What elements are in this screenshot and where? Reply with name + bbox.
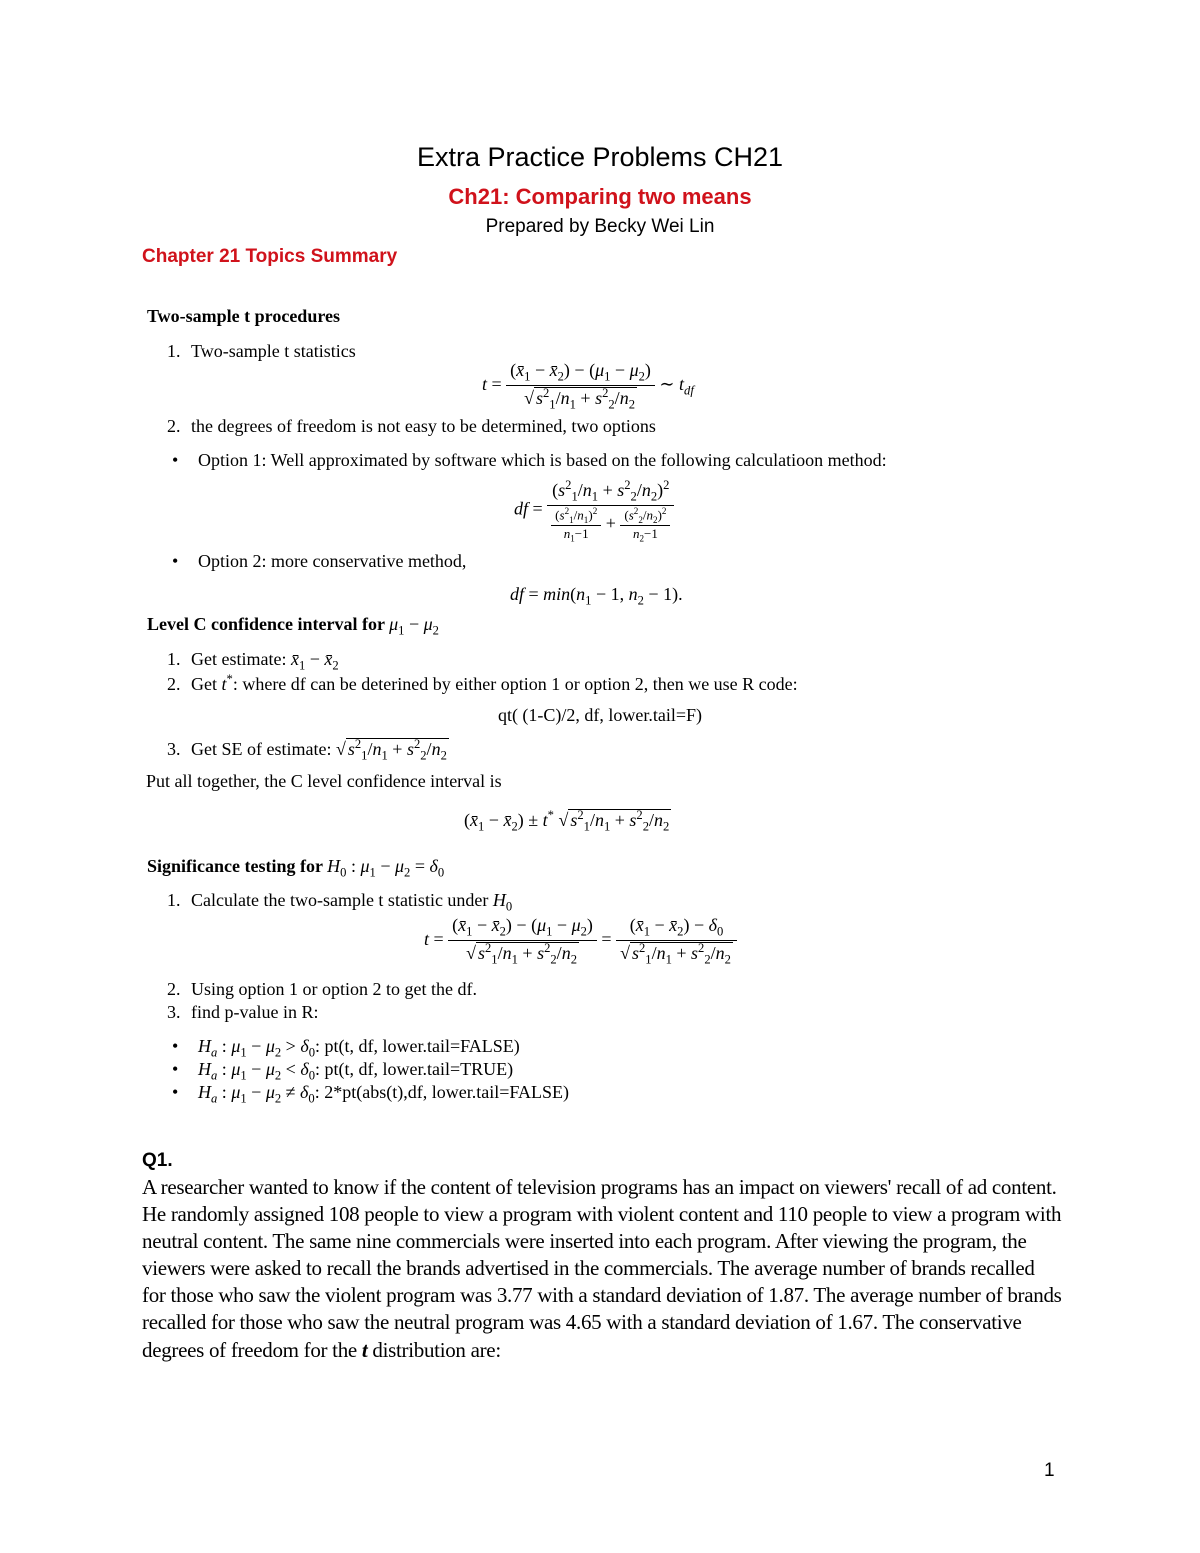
document-title: Extra Practice Problems CH21 xyxy=(416,142,784,172)
confidence-interval-heading: Level C confidence interval for $\mu_1 - \mu_2$ xyxy=(147,614,439,638)
page-number: 1 xyxy=(1044,1460,1055,1481)
significance-item-1: 1. Calculate the two-sample t statistic under $H_0$ xyxy=(167,890,513,914)
significance-heading: Significance testing for $H_0$ : $\mu_1 - \mu_2 = \delta_0$ xyxy=(147,856,445,880)
t-statistic-formula: t = $\frac{(x̄_1 - x̄_2) - (\mu_1 - \mu_2)}{√ s^2_1/n_1 + s^2_2/n_2}$ ∼ $t_{df}$ xyxy=(482,360,694,412)
significance-item-3: 3. find p-value in R: xyxy=(167,1002,319,1022)
two-sample-item-1: 1. Two-sample t statistics xyxy=(167,341,356,361)
df-welch-formula: df = $(s^2_1/n_1 + s^2_2/n_2)^2$ $\frac{(s^2_1/n_1)^2}{n_1-1}$ + $\frac{(s^2_2/n_2)^2}{n_2-1}$ xyxy=(514,478,674,543)
df-conservative-formula: df = $\min(n_1 - 1$, $n_2 - 1$). xyxy=(510,584,683,608)
option-2-bullet: • Option 2: more conservative method, xyxy=(172,551,467,571)
document-subtitle: Ch21: Comparing two means xyxy=(448,184,752,209)
p-value-less: • $H_a$ : $\mu_1 - \mu_2 < \delta_0$: pt(t, df, lower.tail=TRUE) xyxy=(172,1059,514,1083)
chapter-heading: Chapter 21 Topics Summary xyxy=(142,246,398,267)
p-value-greater: • $H_a$ : $\mu_1 - \mu_2 > \delta_0$: pt(t, df, lower.tail=FALSE) xyxy=(172,1036,520,1060)
p-value-not-equal: • $H_a$ : $\mu_1 - \mu_2 \ne \delta_0$: 2*pt(abs(t),df, lower.tail=FALSE) xyxy=(172,1082,570,1106)
significance-item-2: 2. Using option 1 or option 2 to get the df. xyxy=(167,979,477,999)
two-sample-heading: Two-sample t procedures xyxy=(147,306,340,326)
confidence-item-2: 2. Get t*: where df can be deterined by either option 1 or option 2, then we use R code: xyxy=(167,672,798,694)
confidence-item-3: 3. Get SE of estimate: √ $s^2_1/n_1 + s^2_2/n_2$ xyxy=(167,737,447,763)
question-1-text: A researcher wanted to know if the content of television programs has an impact on viewers' recall of ad content. He randomly assigned 108 people to view a program with violent content and 110 people to view a program with neutral content. The same nine commercials were inserted into each program. After viewing the program, the viewers were asked to recall the brands advertised in the commercials. The average number of brands recalled for those who saw the violent program was 3.77 with a standard deviation of 1.87. The average number of brands recalled for those who saw the neutral program was 4.65 with a standard deviation of 1.67. The conservative degrees of freedom for the t distribution are: xyxy=(142,1175,1062,1362)
confidence-interval-formula: ($x̄_1$ − $x̄_2) \pm t^*$ √ $s^2_1/n_1 + s^2_2/n_2$ xyxy=(464,808,670,834)
option-1-bullet: • Option 1: Well approximated by software which is based on the following calculatioon method: xyxy=(172,450,887,470)
t-statistic-h0-formula: t = $\frac{(x̄_1 - x̄_2) - (\mu_1 - \mu_2)}{√ s^2_1/n_1 + s^2_2/n_2}$ = $\frac{(x̄_1 - x̄_2) - \delta_0}{√ s^2_1/n_1 + s^2_2/n_2}$ xyxy=(424,915,737,967)
r-code-qt: qt( (1-C)/2, df, lower.tail=F) xyxy=(497,705,703,725)
two-sample-item-2: 2. the degrees of freedom is not easy to be determined, two options xyxy=(167,416,656,436)
question-1-label: Q1. xyxy=(142,1150,173,1171)
document-author: Prepared by Becky Wei Lin xyxy=(485,216,715,237)
confidence-together-text: Put all together, the C level confidence interval is xyxy=(146,771,502,791)
confidence-item-1: 1. Get estimate: $x̄_1$ − $x̄_2$ xyxy=(167,649,339,673)
